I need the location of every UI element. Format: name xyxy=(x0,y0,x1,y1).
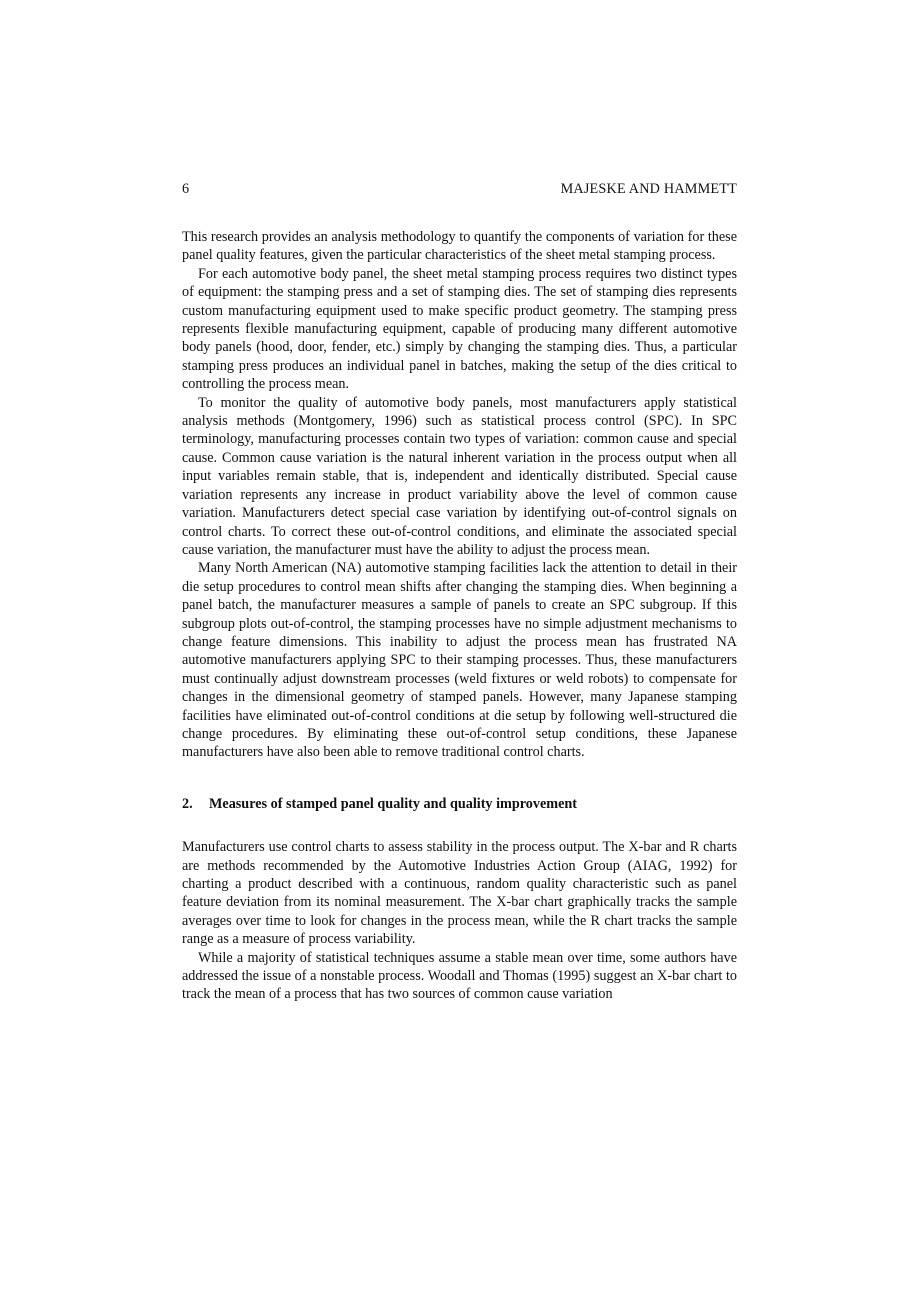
running-title: MAJESKE AND HAMMETT xyxy=(560,181,737,197)
section-number: 2. xyxy=(182,795,193,812)
paragraph: For each automotive body panel, the sheet metal stamping process requires two distinct types of equipment: the stamping press and a set of stamping dies. The set of stamping dies represents custom manufacturing equipment used to make specific product geometry. The stamping press represents flexible manufacturing equipment, capable of producing many different automotive body panels (hood, door, fender, etc.) simply by changing the stamping dies. Thus, a particular stamping press produces an individual panel in batches, making the setup of the dies critical to controlling the process mean. xyxy=(182,265,737,393)
paragraph: While a majority of statistical techniques assume a stable mean over time, some authors have addressed the issue of a nonstable process. Woodall and Thomas (1995) suggest an X-bar chart to track the mean of a process that has two sources of common cause variation xyxy=(182,949,737,1003)
running-header xyxy=(182,180,737,198)
page-number: 6 xyxy=(182,181,190,197)
paragraph: To monitor the quality of automotive body panels, most manufacturers apply statistical analysis methods (Montgomery, 1996) such as statistical process control (SPC). In SPC terminology, manufacturing processes contain two types of variation: common cause and special cause. Common cause variation is the natural inherent variation in the process output when all input variables remain stable, that is, independent and identically distributed. Special cause variation represents any increase in product variability above the level of common cause variation. Manufacturers detect special case variation by identifying out-of-control signals on control charts. To correct these out-of-control conditions, and eliminate the associated special cause variation, the manufacturer must have the ability to adjust the process mean. xyxy=(182,394,737,558)
paragraph: Manufacturers use control charts to assess stability in the process output. The X-bar and R charts are methods recommended by the Automotive Industries Action Group (AIAG, 1992) for charting a product described with a continuous, random quality characteristic such as panel feature deviation from its nominal measurement. The X-bar chart graphically tracks the sample averages over time to look for changes in the process mean, while the R chart tracks the sample range as a measure of process variability. xyxy=(182,839,737,948)
section-heading xyxy=(182,795,737,813)
section-title: Measures of stamped panel quality and quality improvement xyxy=(209,795,577,812)
paragraph: Many North American (NA) automotive stamping facilities lack the attention to detail in their die setup procedures to control mean shifts after changing the stamping dies. When beginning a panel batch, the manufacturer measures a sample of panels to create an SPC subgroup. If this subgroup plots out-of-control, the stamping processes have no simple adjustment mechanisms to change feature dimensions. This inability to adjust the process mean has frustrated NA automotive manufacturers applying SPC to their stamping processes. Thus, these manufacturers must continually adjust downstream processes (weld fixtures or weld robots) to compensate for changes in the dimensional geometry of stamped panels. However, many Japanese stamping facilities have eliminated out-of-control conditions at die setup by following well-structured die change procedures. By eliminating these out-of-control setup conditions, these Japanese manufacturers have also been able to remove traditional control charts. xyxy=(182,560,737,761)
page xyxy=(182,180,737,1004)
paragraph: This research provides an analysis methodology to quantify the components of variation for these panel quality features, given the particular characteristics of the sheet metal stamping process. xyxy=(182,229,737,264)
